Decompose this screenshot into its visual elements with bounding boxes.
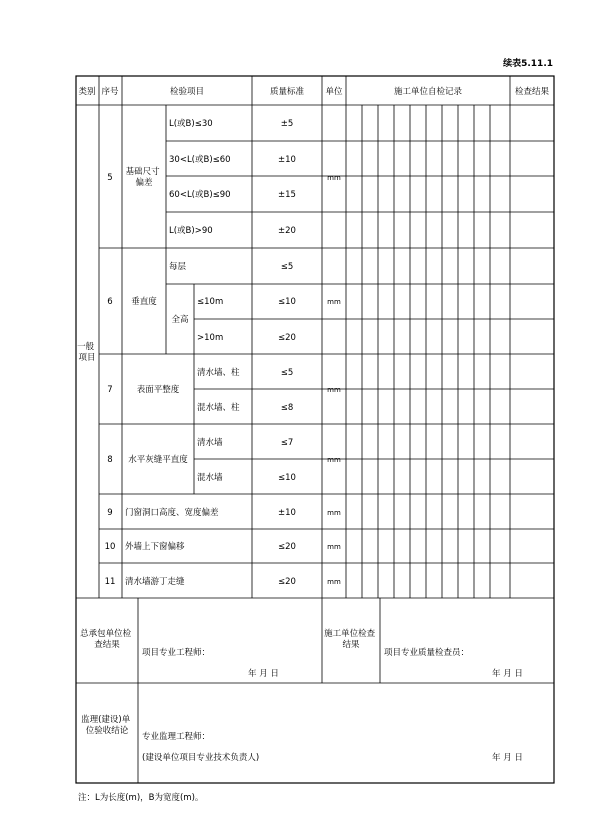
construction-title-line2: 结果 <box>342 640 360 650</box>
item-name <box>126 166 163 188</box>
standard-value: ±10 <box>278 508 296 518</box>
sub-item-label: 混水墙、柱 <box>197 403 240 413</box>
item-seq: 7 <box>107 385 113 395</box>
header-seq: 序号 <box>101 87 119 97</box>
standard-value: ≤8 <box>280 403 294 413</box>
item-5 <box>107 118 341 236</box>
standard-value: ≤20 <box>278 333 296 343</box>
item-seq: 5 <box>107 173 113 183</box>
item-name: 垂直度 <box>131 297 157 307</box>
sub-item-label: 清水墙 <box>197 438 223 448</box>
item-seq: 8 <box>107 455 113 465</box>
header-category: 类别 <box>78 87 96 97</box>
supervision-note: (建设单位项目专业技术负责人) <box>142 753 260 763</box>
header-standard: 质量标准 <box>269 87 305 97</box>
contractor-title-line1: 总承包单位检 <box>80 629 132 639</box>
unit-label: mm <box>327 543 341 551</box>
item-seq: 10 <box>104 542 116 552</box>
item-name: 清水墙游丁走缝 <box>125 577 185 587</box>
construction-person: 项目专业质量检查员： <box>384 648 470 658</box>
category-general <box>77 341 97 363</box>
footnote: 注：L为长度(m)，B为宽度(m)。 <box>78 793 204 803</box>
standard-value: ≤20 <box>278 542 296 552</box>
header-item: 检验项目 <box>169 87 205 97</box>
header-unit: 单位 <box>325 87 343 97</box>
sub-group-label: 全高 <box>171 315 189 325</box>
standard-value: ±5 <box>280 119 294 129</box>
sub-item-label: ≤10m <box>197 297 224 307</box>
supervision-title-line1: 监理(建设)单 <box>81 715 131 725</box>
item-11 <box>105 576 341 587</box>
standard-value: ≤5 <box>280 262 294 272</box>
header-selfcheck: 施工单位自检记录 <box>393 87 463 97</box>
supervision-title <box>81 714 133 736</box>
construction-title-line1: 施工单位检查 <box>324 629 376 639</box>
supervision-title-line2: 位验收结论 <box>85 726 129 736</box>
standard-value: ≤20 <box>278 577 296 587</box>
item-name: 门窗洞口高度、宽度偏差 <box>125 508 219 518</box>
unit-label: mm <box>327 456 341 464</box>
supervision-date: 年 月 日 <box>492 753 523 763</box>
item-seq: 9 <box>107 508 113 518</box>
standard-value: ≤5 <box>280 368 294 378</box>
item-name: 表面平整度 <box>136 385 180 395</box>
standard-value: ±20 <box>278 226 296 236</box>
unit-label: mm <box>327 174 341 182</box>
sub-item-label: 60<L(或B)≤90 <box>169 190 231 200</box>
item-name: 外墙上下窗偏移 <box>125 542 185 552</box>
supervision-person: 专业监理工程师： <box>142 732 211 742</box>
footer-supervision <box>81 714 523 763</box>
header-result: 检查结果 <box>514 87 550 97</box>
unit-label: mm <box>327 298 341 306</box>
item-name: 水平灰缝平直度 <box>128 455 188 465</box>
sub-item-label: 30<L(或B)≤60 <box>169 155 231 165</box>
contractor-date: 年 月 日 <box>248 669 279 679</box>
item-5-name-line2: 偏差 <box>135 178 153 188</box>
item-10 <box>105 541 341 552</box>
sub-item-label: L(或B)>90 <box>169 226 213 236</box>
unit-label: mm <box>327 509 341 517</box>
standard-value: ±10 <box>278 155 296 165</box>
table-header <box>78 86 549 97</box>
standard-value: ≤10 <box>278 473 296 483</box>
table-number: 续表5.11.1 <box>503 59 553 69</box>
sub-item-label: 清水墙、柱 <box>197 368 240 378</box>
sub-item-label: 每层 <box>169 262 187 272</box>
unit-label: mm <box>327 386 341 394</box>
contractor-title <box>80 628 134 650</box>
category-general-line1: 一般 <box>77 342 95 352</box>
unit-label: mm <box>327 578 341 586</box>
item-seq: 6 <box>107 297 113 307</box>
sub-item-label: 混水墙 <box>197 473 223 483</box>
footer-checks <box>80 628 523 679</box>
item-8 <box>107 437 341 483</box>
contractor-title-line2: 查结果 <box>94 640 120 650</box>
category-general-line2: 项目 <box>78 353 96 363</box>
contractor-person: 项目专业工程师： <box>142 648 211 658</box>
construction-date: 年 月 日 <box>492 669 523 679</box>
item-6 <box>107 261 341 343</box>
construction-title <box>324 628 378 650</box>
sub-item-label: L(或B)≤30 <box>169 119 213 129</box>
item-7 <box>107 367 341 413</box>
item-9 <box>107 507 341 518</box>
standard-value: ±15 <box>278 190 296 200</box>
item-seq: 11 <box>104 577 116 587</box>
item-5-name-line1: 基础尺寸 <box>125 167 160 177</box>
standard-value: ≤7 <box>280 438 294 448</box>
standard-value: ≤10 <box>278 297 296 307</box>
sub-item-label: >10m <box>197 333 224 343</box>
